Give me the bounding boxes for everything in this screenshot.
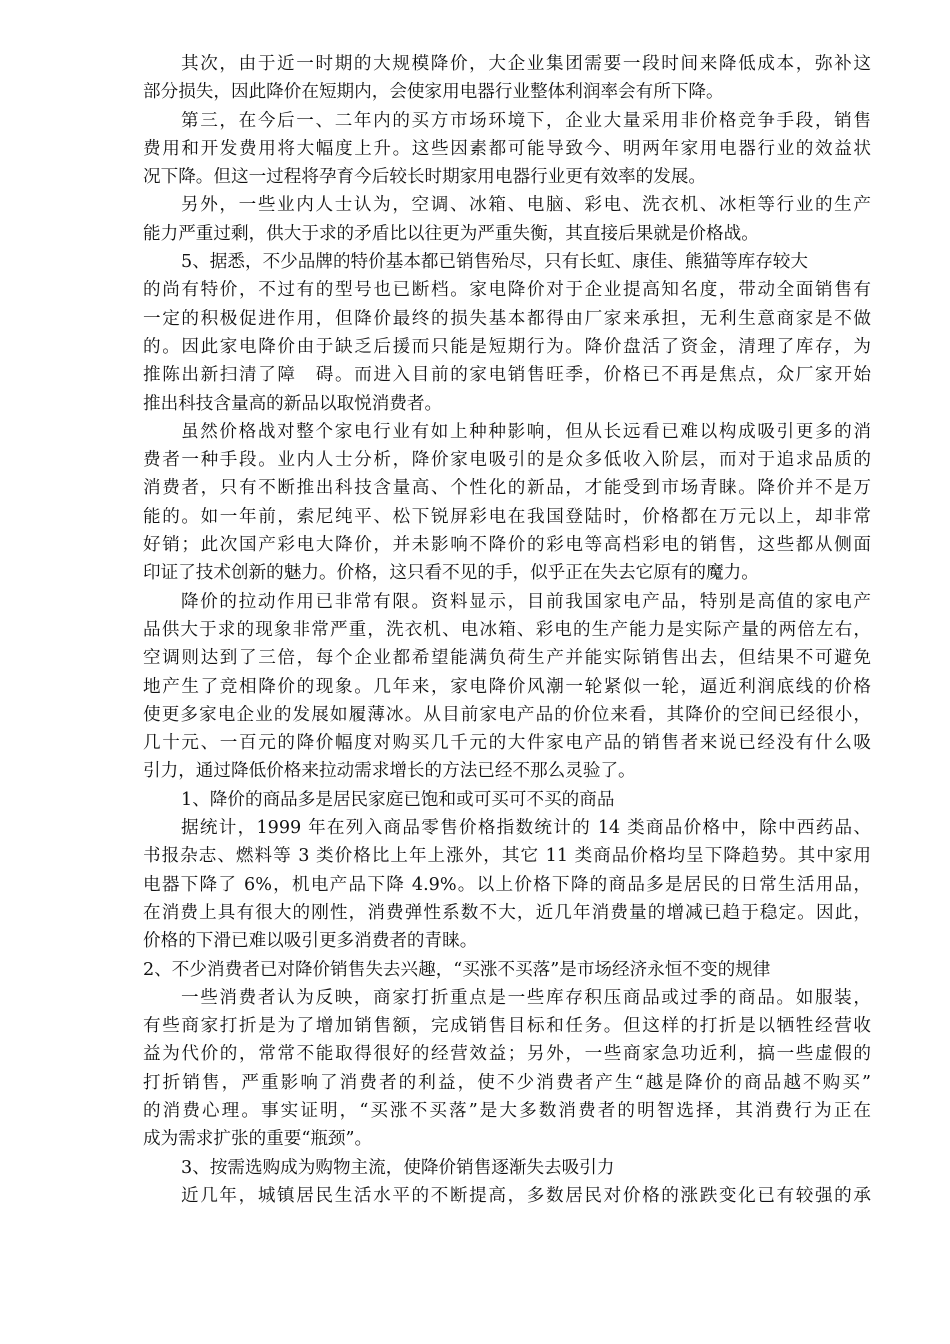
text-line: 的。因此家电降价由于缺乏后援而只能是短期行为。降价盘活了资金，清理了库存，为 [143, 336, 871, 357]
text-line: 引力，通过降低价格来拉动需求增长的方法已经不那么灵验了。 [143, 761, 636, 782]
text-line: 成为需求扩张的重要“瓶颈”。 [143, 1129, 373, 1150]
text-line: 品供大于求的现象非常严重，洗衣机、电冰箱、彩电的生产能力是实际产量的两倍左右， [143, 619, 871, 640]
document-body [143, 50, 871, 1210]
text-line: 的尚有特价，不过有的型号也已断档。家电降价对于企业提高知名度，带动全面销售有 [143, 280, 871, 301]
text-line: 其次，由于近一时期的大规模降价，大企业集团需要一段时间来降低成本，弥补这 [181, 54, 871, 74]
text-line: 在消费上具有很大的刚性，消费弹性系数不大，近几年消费量的增减已趋于稳定。因此， [143, 902, 871, 923]
text-line: 印证了技术创新的魅力。价格，这只看不见的手，似乎正在失去它原有的魔力。 [143, 563, 759, 584]
text-line: 费用和开发费用将大幅度上升。这些因素都可能导致今、明两年家用电器行业的效益状 [143, 138, 871, 159]
text-line: 价格的下滑已难以吸引更多消费者的青睐。 [143, 931, 478, 952]
text-line: 推陈出新扫清了障 碍。而进入目前的家电销售旺季，价格已不再是焦点，众厂家开始 [143, 365, 871, 386]
text-line: 3、按需选购成为购物主流，使降价销售逐渐失去吸引力 [181, 1157, 615, 1178]
text-line: 近几年，城镇居民生活水平的不断提高，多数居民对价格的涨跌变化已有较强的承 [181, 1185, 871, 1206]
text-line: 好销；此次国产彩电大降价，并未影响不降价的彩电等高档彩电的销售，这些都从侧面 [143, 535, 871, 556]
text-line: 消费者，只有不断推出科技含量高、个性化的新品，才能受到市场青睐。降价并不是万 [143, 478, 871, 499]
text-line: 据统计，1999 年在列入商品零售价格指数统计的 14 类商品价格中，除中西药品、 [181, 818, 871, 839]
text-line: 2、不少消费者已对降价销售失去兴趣，“买涨不买落”是市场经济永恒不变的规律 [143, 959, 771, 980]
text-line: 空调则达到了三倍，每个企业都希望能满负荷生产并能实际销售出去，但结果不可避免 [143, 648, 871, 669]
text-line: 电器下降了 6%，机电产品下降 4.9%。以上价格下降的商品多是居民的日常生活用品， [143, 874, 871, 895]
text-line: 益为代价的，常常不能取得很好的经营效益；另外，一些商家急功近利，搞一些虚假的 [143, 1044, 871, 1065]
text-line: 能的。如一年前，索尼纯平、松下锐屏彩电在我国登陆时，价格都在万元以上，却非常 [143, 506, 871, 527]
text-line: 降价的拉动作用已非常有限。资料显示，目前我国家电产品，特别是高值的家电产 [181, 591, 871, 612]
text-line: 费者一种手段。业内人士分析，降价家电吸引的是众多低收入阶层，而对于追求品质的 [143, 450, 871, 471]
text-line: 打折销售，严重影响了消费者的利益，使不少消费者产生“越是降价的商品越不购买” [143, 1072, 871, 1093]
text-line: 能力严重过剩，供大于求的矛盾比以往更为严重失衡，其直接后果就是价格战。 [143, 223, 759, 244]
text-line: 第三，在今后一、二年内的买方市场环境下，企业大量采用非价格竞争手段，销售 [181, 110, 871, 131]
text-line: 几十元、一百元的降价幅度对购买几千元的大件家电产品的销售者来说已经没有什么吸 [143, 733, 871, 754]
text-line: 的消费心理。事实证明，“买涨不买落”是大多数消费者的明智选择，其消费行为正在 [143, 1100, 871, 1121]
text-line: 1、降价的商品多是居民家庭已饱和或可买可不买的商品 [181, 789, 615, 810]
text-line: 另外，一些业内人士认为，空调、冰箱、电脑、彩电、洗衣机、冰柜等行业的生产 [181, 195, 871, 216]
text-line: 书报杂志、燃料等 3 类价格比上年上涨外，其它 11 类商品价格均呈下降趋势。其中家用 [143, 846, 871, 867]
text-line: 部分损失，因此降价在短期内，会使家用电器行业整体利润率会有所下降。 [143, 82, 724, 103]
text-line: 5、据悉，不少品牌的特价基本都已销售殆尽，只有长虹、康佳、熊猫等库存较大 [181, 252, 808, 273]
text-line: 虽然价格战对整个家电行业有如上种种影响，但从长远看已难以构成吸引更多的消 [181, 421, 871, 442]
text-line: 地产生了竞相降价的现象。几年来，家电降价风潮一轮紧似一轮，逼近利润底线的价格 [143, 676, 871, 697]
text-line: 一些消费者认为反映，商家打折重点是一些库存积压商品或过季的商品。如服装， [181, 987, 871, 1008]
text-line: 况下降。但这一过程将孕育今后较长时期家用电器行业更有效率的发展。 [143, 167, 707, 188]
text-line: 使更多家电企业的发展如履薄冰。从目前家电产品的价位来看，其降价的空间已经很小， [143, 704, 871, 725]
text-line: 一定的积极促进作用，但降价最终的损失基本都得由厂家来承担，无利生意商家是不做 [143, 308, 871, 329]
text-line: 推出科技含量高的新品以取悦消费者。 [143, 393, 443, 414]
text-line: 有些商家打折是为了增加销售额，完成销售目标和任务。但这样的打折是以牺牲经营收 [143, 1016, 871, 1037]
